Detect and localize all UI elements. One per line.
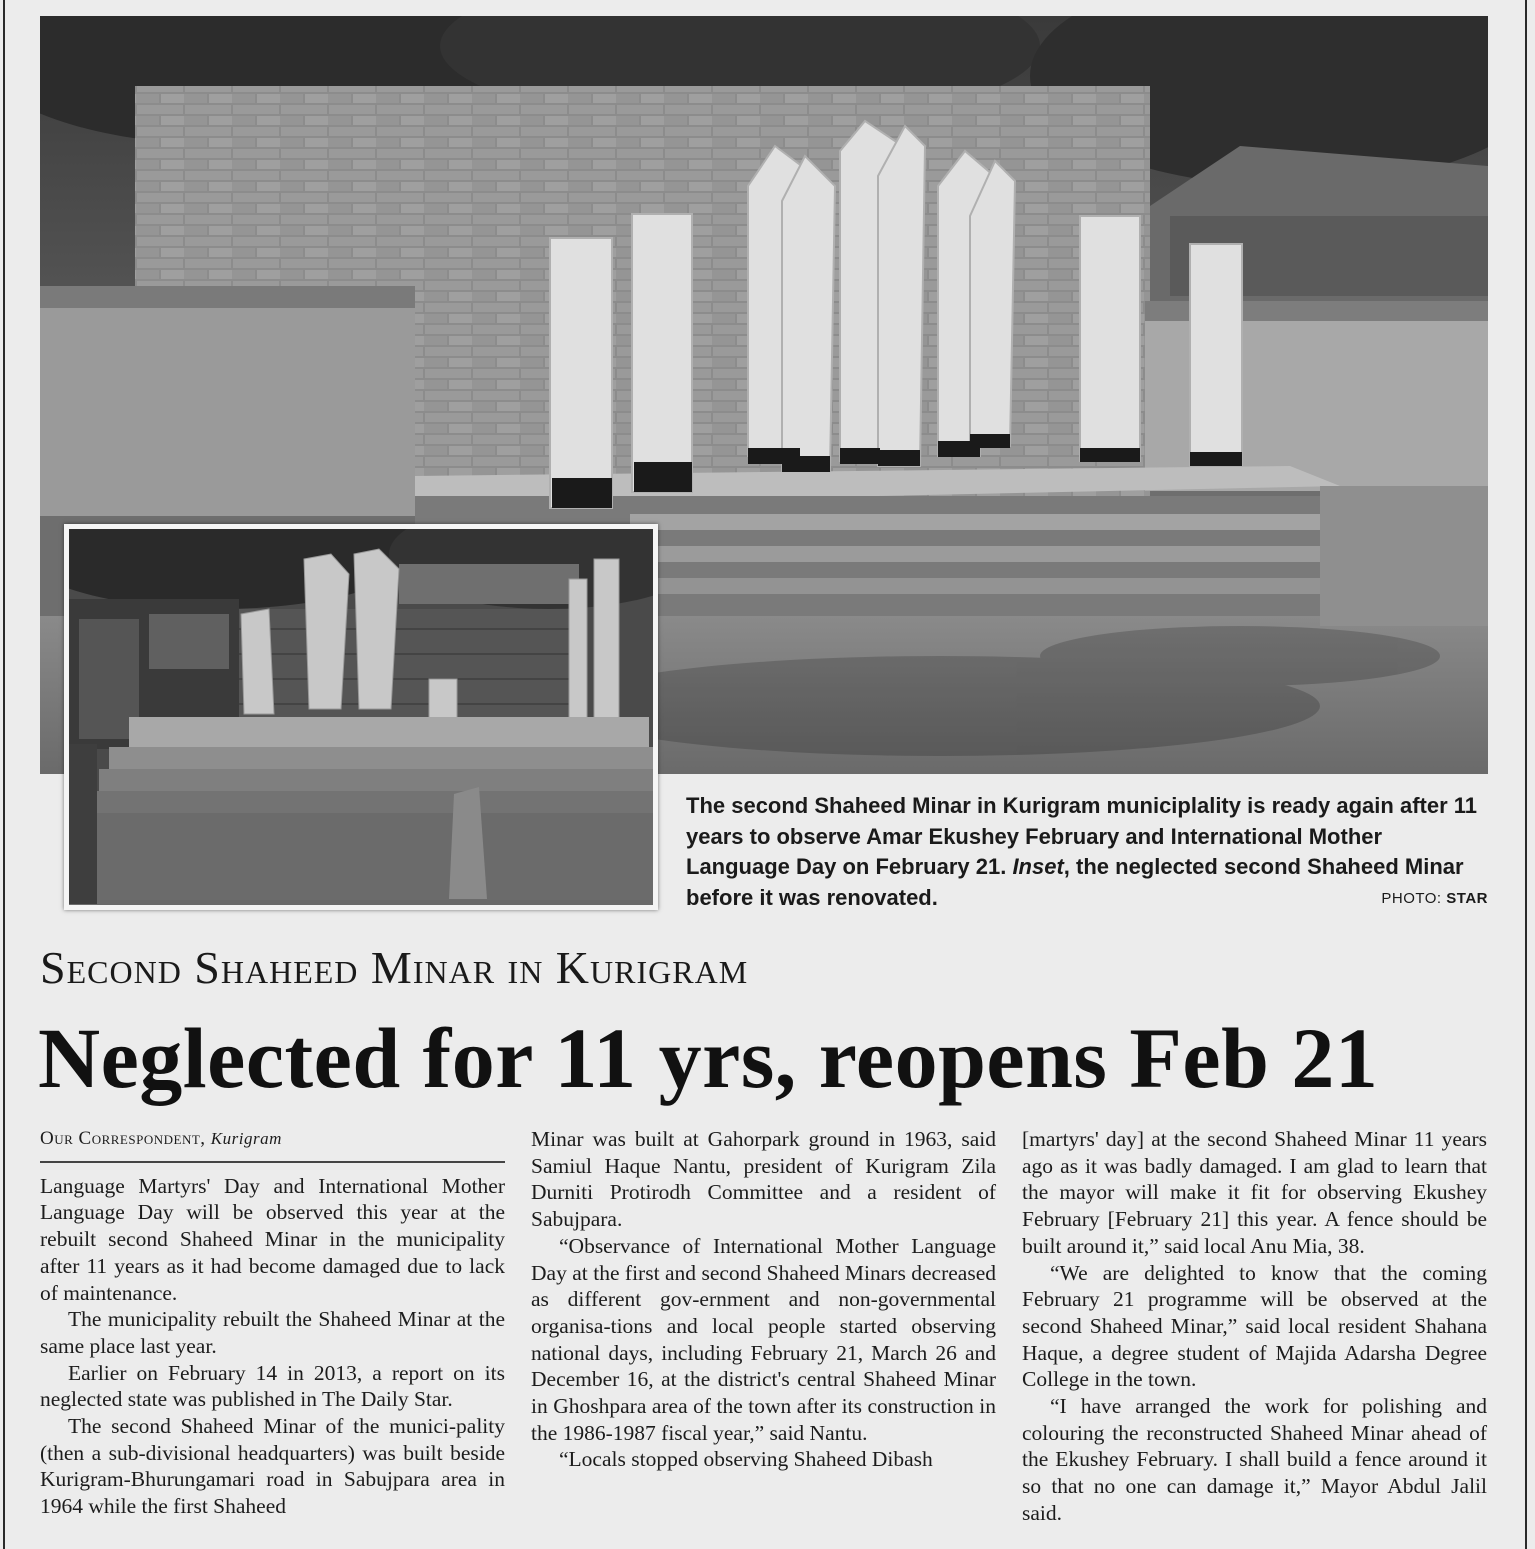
photo-credit [1381, 890, 1488, 907]
article-kicker: Second Shaheed Minar in Kurigram [40, 942, 749, 993]
paragraph: [martyrs' day] at the second Shaheed Minar 11 years ago as it was badly damaged. I am glad to learn that the mayor will make it fit for observing Ekushey February [February 21] this year. A fence should be built around it,” said local Anu Mia, 38. [1022, 1127, 1487, 1258]
paragraph: Language Martyrs' Day and International Mother Language Day will be observed this year at the rebuilt second Shaheed Minar in the municipality after 11 years as it had become damaged due to lack of maintenance. [40, 1173, 505, 1305]
paragraph: “Locals stopped observing Shaheed Dibash [559, 1447, 933, 1472]
article-column-1 [40, 1126, 505, 1520]
paragraph: “I have arranged the work for polishing and colouring the reconstructed Shaheed Minar ahead of the Ekushey February. I shall build a fence around it so that no one can damage it,” Mayor Abdul Jalil said. [1022, 1394, 1487, 1525]
article-column-3 [1022, 1126, 1487, 1527]
paragraph: Minar was built at Gahorpark ground in 1963, said Samiul Haque Nantu, president of Kurigram Zila Durniti Protirodh Committee and a resident of Sabujpara. [531, 1127, 996, 1232]
photo-credit-label: PHOTO: [1381, 890, 1447, 907]
caption-text-rest: , the neglected second Shaheed Minar before it was renovated. [686, 854, 1464, 910]
inset-photo-illustration [69, 529, 653, 905]
article-column-2 [531, 1126, 996, 1473]
paragraph: The municipality rebuilt the Shaheed Minar at the same place last year. [40, 1307, 505, 1358]
byline [40, 1126, 505, 1163]
caption-text-main: The second Shaheed Minar in Kurigram municiplality is ready again after 11 years to observe Amar Ekushey February and International Mother Language Day on February 21. [686, 793, 1478, 879]
paragraph: Earlier on February 14 in 2013, a report on its neglected state was published in The Daily Star. [40, 1360, 505, 1412]
page-border-left [3, 0, 5, 1549]
photo-credit-source: STAR [1446, 890, 1488, 907]
photo-caption [686, 791, 1488, 913]
page-border-right [1525, 0, 1527, 1549]
paragraph: The second Shaheed Minar of the munici-pality (then a sub-divisional headquarters) was built beside Kurigram-Bhurungamari road in Sabujpara area in 1964 while the first Shaheed [40, 1414, 505, 1519]
inset-photo-neglected-minar [64, 524, 658, 910]
byline-author: Our Correspondent, [40, 1128, 206, 1149]
paragraph: “We are delighted to know that the coming February 21 programme will be observed at the second Shaheed Minar,” said local resident Shahana Haque, a degree student of Majida Adarsha Degree College in the town. [1022, 1260, 1487, 1392]
byline-place: Kurigram [210, 1129, 282, 1148]
paragraph: “Observance of International Mother Language Day at the first and second Shaheed Minars decreased as different gov-ernment and non-governmental organisa-tions and local people started observing national days, including February 21, March 26 and December 16, at the district's central Shaheed Minar in Ghoshpara area of the town after its construction in the 1986-1987 fiscal year,” said Nantu. [531, 1233, 996, 1445]
caption-inset-word: Inset [1012, 854, 1064, 879]
article-headline: Neglected for 11 yrs, reopens Feb 21 [38, 1010, 1379, 1106]
